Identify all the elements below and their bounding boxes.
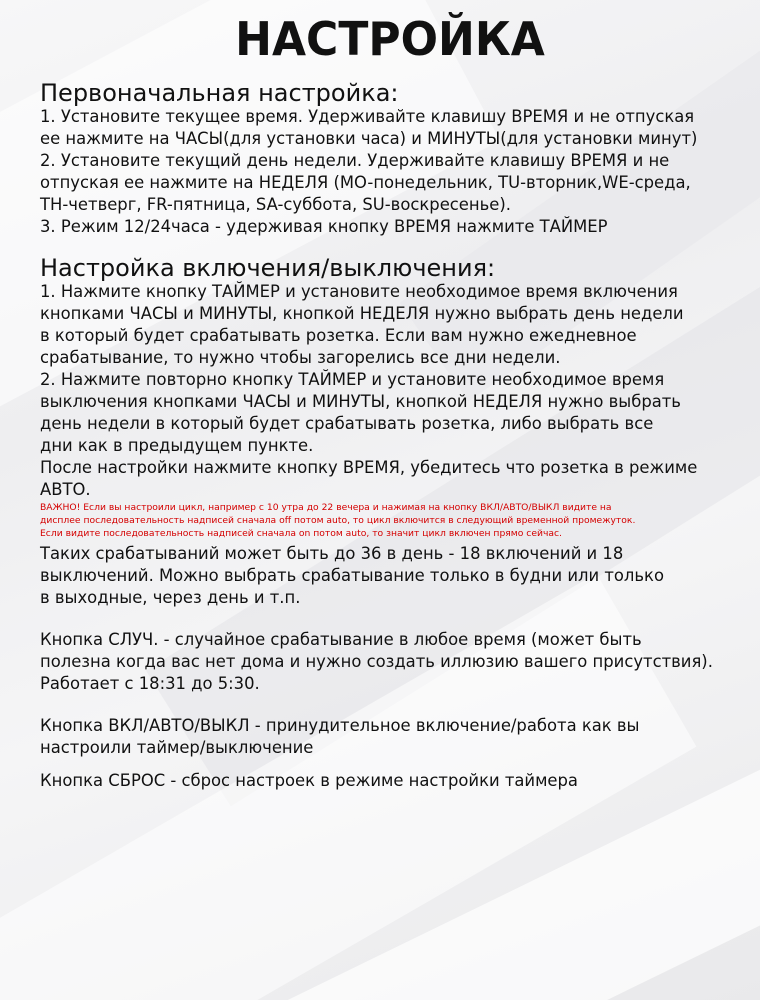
text-line: АВТО. xyxy=(40,480,91,499)
reset-button-text xyxy=(40,770,740,792)
text-line: 2. Установите текущий день недели. Удерживайте клавишу ВРЕМЯ и не xyxy=(40,151,670,170)
text-line: выключений. Можно выбрать срабатывание только в будни или только xyxy=(40,566,664,585)
random-button-text xyxy=(40,629,740,695)
text-line: отпуская ее нажмите на НЕДЕЛЯ (MO-понедельник, TU-вторник,WE-среда, xyxy=(40,173,691,192)
text-line: настроили таймер/выключение xyxy=(40,738,314,757)
text-line: После настройки нажмите кнопку ВРЕМЯ, убедитесь что розетка в режиме xyxy=(40,458,698,477)
text-line: Кнопка СБРОС - сброс настроек в режиме настройки таймера xyxy=(40,771,578,790)
text-line: дни как в предыдущем пункте. xyxy=(40,436,314,455)
warning-line: дисплее последовательность надписей сначала off потом auto, то цикл включится в следующий временной промежуток. xyxy=(40,515,636,526)
text-line: ее нажмите на ЧАСЫ(для установки часа) и МИНУТЫ(для установки минут) xyxy=(40,129,698,148)
text-line: Кнопка ВКЛ/АВТО/ВЫКЛ - принудительное включение/работа как вы xyxy=(40,716,640,735)
text-line: 2. Нажмите повторно кнопку ТАЙМЕР и установите необходимое время xyxy=(40,370,665,389)
text-line: 1. Установите текущее время. Удерживайте клавишу ВРЕМЯ и не отпуская xyxy=(40,107,695,126)
text-line: TH-четверг, FR-пятница, SA-суббота, SU-воскресенье). xyxy=(40,195,511,214)
text-line: 3. Режим 12/24часа - удерживая кнопку ВРЕМЯ нажмите ТАЙМЕР xyxy=(40,217,608,236)
on-auto-off-button-text xyxy=(40,715,740,759)
text-line: срабатывание, то нужно чтобы загорелись все дни недели. xyxy=(40,348,561,367)
initial-setup-text xyxy=(40,106,740,238)
page-title: НАСТРОЙКА xyxy=(235,13,545,67)
text-line: день недели в который будет срабатывать розетка, либо выбрать все xyxy=(40,414,654,433)
onoff-setup-heading: Настройка включения/выключения: xyxy=(40,254,496,282)
warning-line: ВАЖНО! Если вы настроили цикл, например с 10 утра до 22 вечера и нажимая на кнопку ВКЛ/АВТО/ВЫКЛ видите на xyxy=(40,502,612,513)
text-line: Работает с 18:31 до 5:30. xyxy=(40,674,260,693)
text-line: в который будет срабатывать розетка. Если вам нужно ежедневное xyxy=(40,326,637,345)
text-line: кнопками ЧАСЫ и МИНУТЫ, кнопкой НЕДЕЛЯ нужно выбрать день недели xyxy=(40,304,684,323)
warning-note xyxy=(40,501,740,540)
initial-setup-heading: Первоначальная настройка: xyxy=(40,79,399,107)
text-line: выключения кнопками ЧАСЫ и МИНУТЫ, кнопкой НЕДЕЛЯ нужно выбрать xyxy=(40,392,681,411)
onoff-setup-text xyxy=(40,281,740,501)
text-line: полезна когда вас нет дома и нужно создать иллюзию вашего присутствия). xyxy=(40,652,713,671)
text-line: Таких срабатываний может быть до 36 в день - 18 включений и 18 xyxy=(40,544,624,563)
text-line: 1. Нажмите кнопку ТАЙМЕР и установите необходимое время включения xyxy=(40,282,678,301)
warning-line: Если видите последовательность надписей сначала on потом auto, то значит цикл включен прямо сейчас. xyxy=(40,528,562,539)
trigger-count-text xyxy=(40,543,740,609)
text-line: Кнопка СЛУЧ. - случайное срабатывание в любое время (может быть xyxy=(40,630,642,649)
text-line: в выходные, через день и т.п. xyxy=(40,588,301,607)
